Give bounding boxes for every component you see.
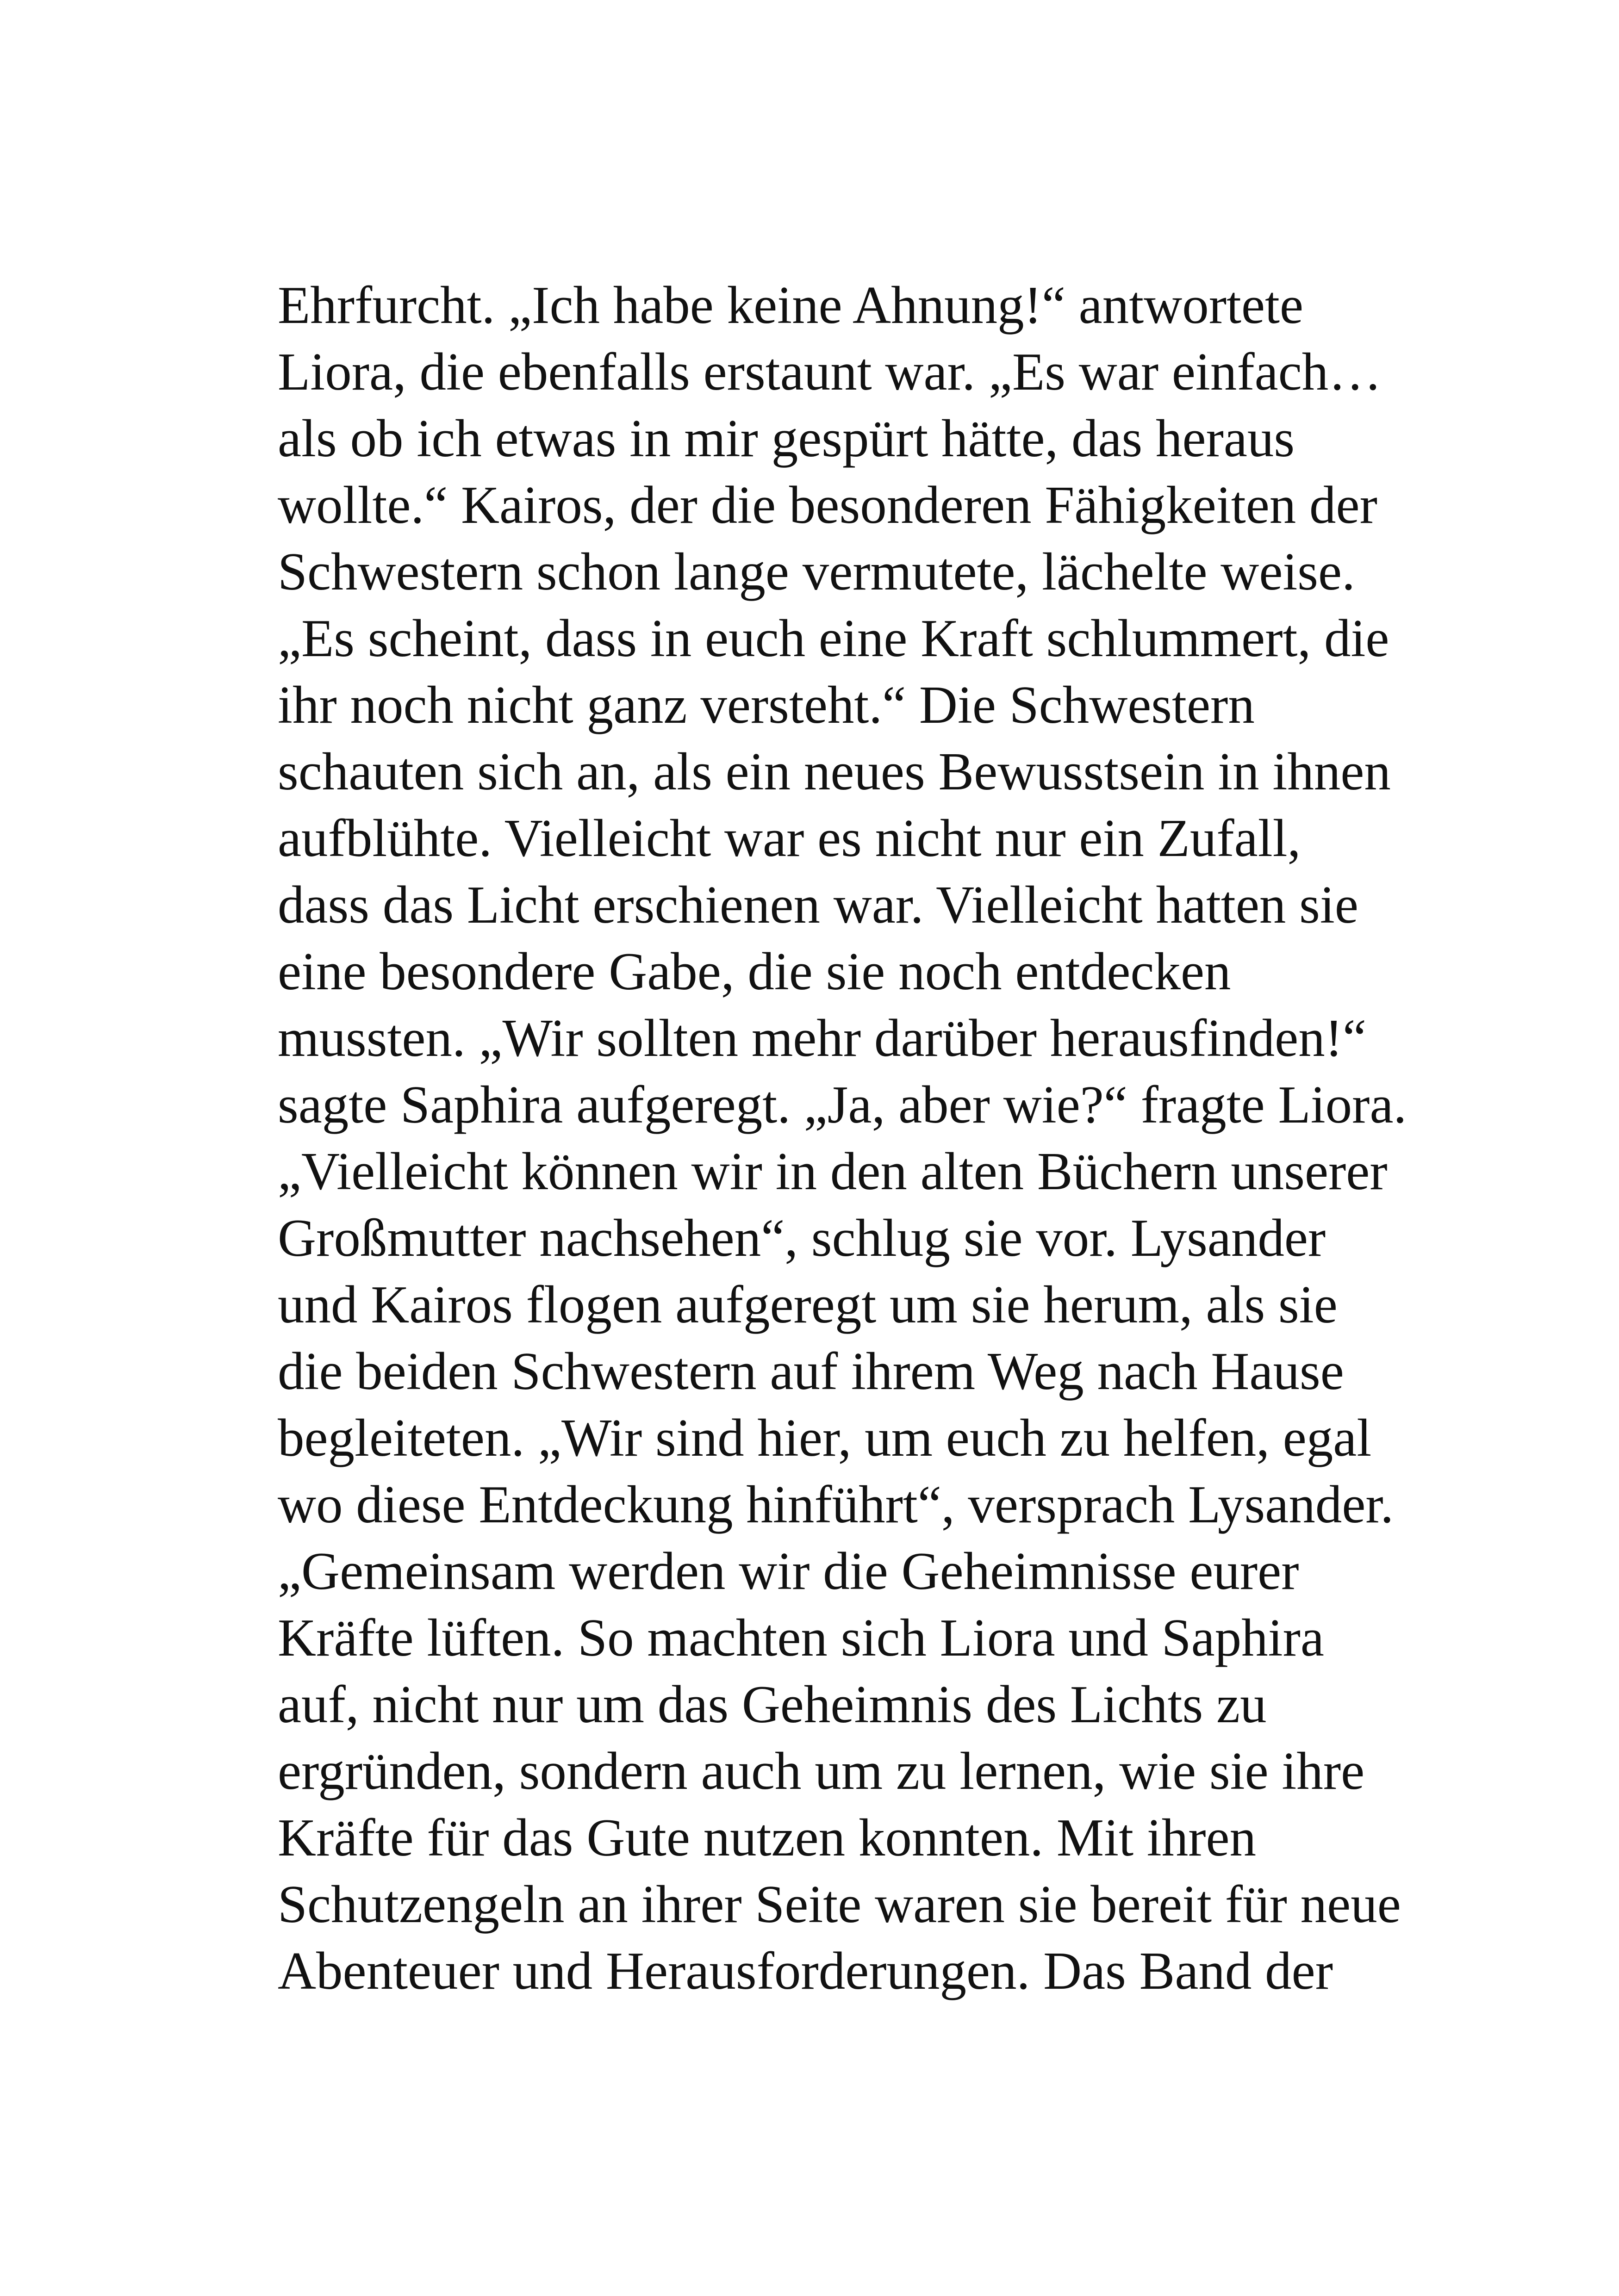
text-line: Ehrfurcht. „Ich habe keine Ahnung!“ antwortete <box>278 276 1303 335</box>
text-line: Schwestern schon lange vermutete, lächelte weise. <box>278 542 1355 601</box>
text-line: Abenteuer und Herausforderungen. Das Band der <box>278 1942 1333 2000</box>
text-line: ergründen, sondern auch um zu lernen, wie sie ihre <box>278 1742 1365 1800</box>
text-line: auf, nicht nur um das Geheimnis des Lichts zu <box>278 1675 1267 1734</box>
text-line: Großmutter nachsehen“, schlug sie vor. Lysander <box>278 1209 1326 1267</box>
text-line: Liora, die ebenfalls erstaunt war. „Es war einfach… <box>278 342 1382 401</box>
text-line: Kräfte lüften. So machten sich Liora und Saphira <box>278 1608 1324 1667</box>
text-line: wo diese Entdeckung hinführt“, versprach Lysander. <box>278 1475 1394 1534</box>
text-line: „Vielleicht können wir in den alten Büchern unserer <box>278 1142 1388 1201</box>
text-line: wollte.“ Kairos, der die besonderen Fähigkeiten der <box>278 476 1377 534</box>
text-line: Kräfte für das Gute nutzen konnten. Mit ihren <box>278 1808 1257 1867</box>
text-line: Schutzengeln an ihrer Seite waren sie bereit für neue <box>278 1875 1401 1934</box>
text-line: die beiden Schwestern auf ihrem Weg nach Hause <box>278 1342 1344 1401</box>
text-line: ihr noch nicht ganz versteht.“ Die Schwestern <box>278 676 1255 734</box>
text-line: schauten sich an, als ein neues Bewusstsein in ihnen <box>278 742 1391 801</box>
text-line: mussten. „Wir sollten mehr darüber herausfinden!“ <box>278 1009 1367 1067</box>
text-line: „Gemeinsam werden wir die Geheimnisse eurer <box>278 1542 1299 1601</box>
text-line: dass das Licht erschienen war. Vielleicht hatten sie <box>278 875 1358 934</box>
body-text <box>278 272 1412 2004</box>
text-line: als ob ich etwas in mir gespürt hätte, das heraus <box>278 409 1295 468</box>
text-line: und Kairos flogen aufgeregt um sie herum, als sie <box>278 1275 1338 1334</box>
text-line: sagte Saphira aufgeregt. „Ja, aber wie?“ fragte Liora. <box>278 1075 1407 1134</box>
text-line: aufblühte. Vielleicht war es nicht nur ein Zufall, <box>278 809 1301 868</box>
text-line: eine besondere Gabe, die sie noch entdecken <box>278 942 1231 1001</box>
text-line: „Es scheint, dass in euch eine Kraft schlummert, die <box>278 609 1389 668</box>
text-line: begleiteten. „Wir sind hier, um euch zu helfen, egal <box>278 1409 1372 1467</box>
